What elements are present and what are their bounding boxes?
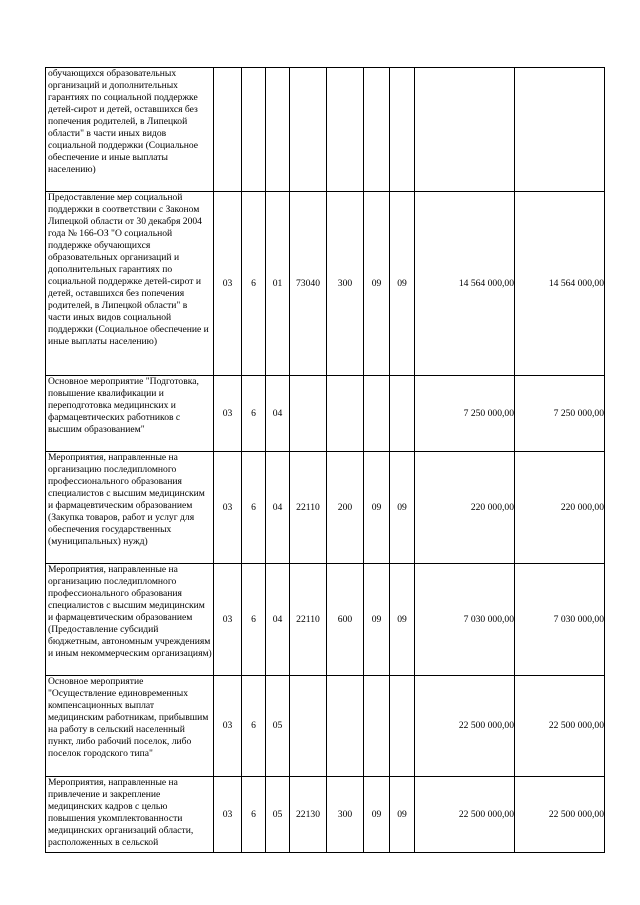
cell-amount-2: 22 500 000,00 — [515, 676, 605, 777]
cell-expense-type: 300 — [327, 192, 364, 376]
cell-amount-2: 14 564 000,00 — [515, 192, 605, 376]
cell-amount-1: 22 500 000,00 — [415, 777, 515, 853]
cell-subsection — [390, 676, 415, 777]
cell-amount-2: 7 250 000,00 — [515, 376, 605, 452]
table-row — [46, 452, 605, 564]
cell-section: 09 — [364, 192, 390, 376]
table-row — [46, 376, 605, 452]
cell-measure: 05 — [266, 777, 290, 853]
cell-direction: 73040 — [290, 192, 327, 376]
cell-expense-type — [327, 68, 364, 192]
cell-amount-1: 7 250 000,00 — [415, 376, 515, 452]
table-row — [46, 777, 605, 853]
cell-subprogram: 6 — [242, 452, 266, 564]
cell-direction — [290, 676, 327, 777]
cell-subsection: 09 — [390, 777, 415, 853]
table-row — [46, 564, 605, 676]
cell-amount-1: 14 564 000,00 — [415, 192, 515, 376]
cell-subprogram: 6 — [242, 376, 266, 452]
cell-amount-2: 22 500 000,00 — [515, 777, 605, 853]
cell-program: 03 — [214, 192, 242, 376]
cell-amount-1: 7 030 000,00 — [415, 564, 515, 676]
cell-program: 03 — [214, 564, 242, 676]
cell-subprogram: 6 — [242, 192, 266, 376]
cell-measure: 05 — [266, 676, 290, 777]
row-name: Мероприятия, направленные на организацию последипломного профессионального образования специалистов с высшим медицинским и фармацевтическим образованием (Предоставление субсидий бюджетным, автономным учреждениям и иным некоммерческим организациям) — [46, 564, 214, 676]
cell-expense-type — [327, 376, 364, 452]
row-name: Мероприятия, направленные на привлечение и закрепление медицинских кадров с целью повышения укомплектованности медицинских организаций области, расположенных в сельской — [46, 777, 214, 853]
cell-program — [214, 68, 242, 192]
cell-section: 09 — [364, 564, 390, 676]
cell-amount-2: 220 000,00 — [515, 452, 605, 564]
cell-section — [364, 676, 390, 777]
cell-direction — [290, 376, 327, 452]
cell-amount-2: 7 030 000,00 — [515, 564, 605, 676]
row-name: Основное мероприятие "Осуществление единовременных компенсационных выплат медицинским работникам, прибывшим на работу в сельский населенный пункт, либо рабочий поселок, либо поселок городского типа" — [46, 676, 214, 777]
cell-subprogram: 6 — [242, 676, 266, 777]
cell-measure: 01 — [266, 192, 290, 376]
row-name: Мероприятия, направленные на организацию последипломного профессионального образования специалистов с высшим медицинским и фармацевтическим образованием (Закупка товаров, работ и услуг для обеспечения государственных (муниципальных) нужд) — [46, 452, 214, 564]
cell-direction: 22110 — [290, 564, 327, 676]
cell-expense-type: 200 — [327, 452, 364, 564]
cell-subprogram — [242, 68, 266, 192]
row-name: Предоставление мер социальной поддержки в соответствии с Законом Липецкой области от 30 декабря 2004 года № 166-ОЗ "О социальной поддержке обучающихся образовательных организаций и дополнительных гарантиях по социальной поддержке детей-сирот и детей, оставшихся без попечения родителей, в Липецкой области" в части иных видов социальной поддержки (Социальное обеспечение и иные выплаты населению) — [46, 192, 214, 376]
cell-amount-1 — [415, 68, 515, 192]
row-name: Основное мероприятие "Подготовка, повышение квалификации и переподготовка медицинских и фармацевтических работников с высшим образованием" — [46, 376, 214, 452]
cell-program: 03 — [214, 777, 242, 853]
cell-measure — [266, 68, 290, 192]
cell-amount-1: 220 000,00 — [415, 452, 515, 564]
cell-amount-1: 22 500 000,00 — [415, 676, 515, 777]
cell-subsection — [390, 376, 415, 452]
budget-table — [45, 67, 605, 853]
cell-subsection: 09 — [390, 452, 415, 564]
cell-amount-2 — [515, 68, 605, 192]
cell-measure: 04 — [266, 452, 290, 564]
cell-expense-type — [327, 676, 364, 777]
cell-subsection — [390, 68, 415, 192]
table-row — [46, 192, 605, 376]
cell-section — [364, 68, 390, 192]
cell-direction: 22110 — [290, 452, 327, 564]
row-name: обучающихся образовательных организаций и дополнительных гарантиях по социальной поддержке детей-сирот и детей, оставшихся без попечения родителей, в Липецкой области" в части иных видов социальной поддержки (Социальное обеспечение и иные выплаты населению) — [46, 68, 214, 192]
cell-subsection: 09 — [390, 564, 415, 676]
cell-expense-type: 600 — [327, 564, 364, 676]
cell-direction — [290, 68, 327, 192]
cell-section: 09 — [364, 777, 390, 853]
cell-subsection: 09 — [390, 192, 415, 376]
table-row — [46, 68, 605, 192]
cell-measure: 04 — [266, 376, 290, 452]
cell-section: 09 — [364, 452, 390, 564]
cell-program: 03 — [214, 676, 242, 777]
cell-subprogram: 6 — [242, 564, 266, 676]
cell-measure: 04 — [266, 564, 290, 676]
cell-program: 03 — [214, 376, 242, 452]
cell-subprogram: 6 — [242, 777, 266, 853]
cell-expense-type: 300 — [327, 777, 364, 853]
table-row — [46, 676, 605, 777]
cell-program: 03 — [214, 452, 242, 564]
cell-section — [364, 376, 390, 452]
cell-direction: 22130 — [290, 777, 327, 853]
